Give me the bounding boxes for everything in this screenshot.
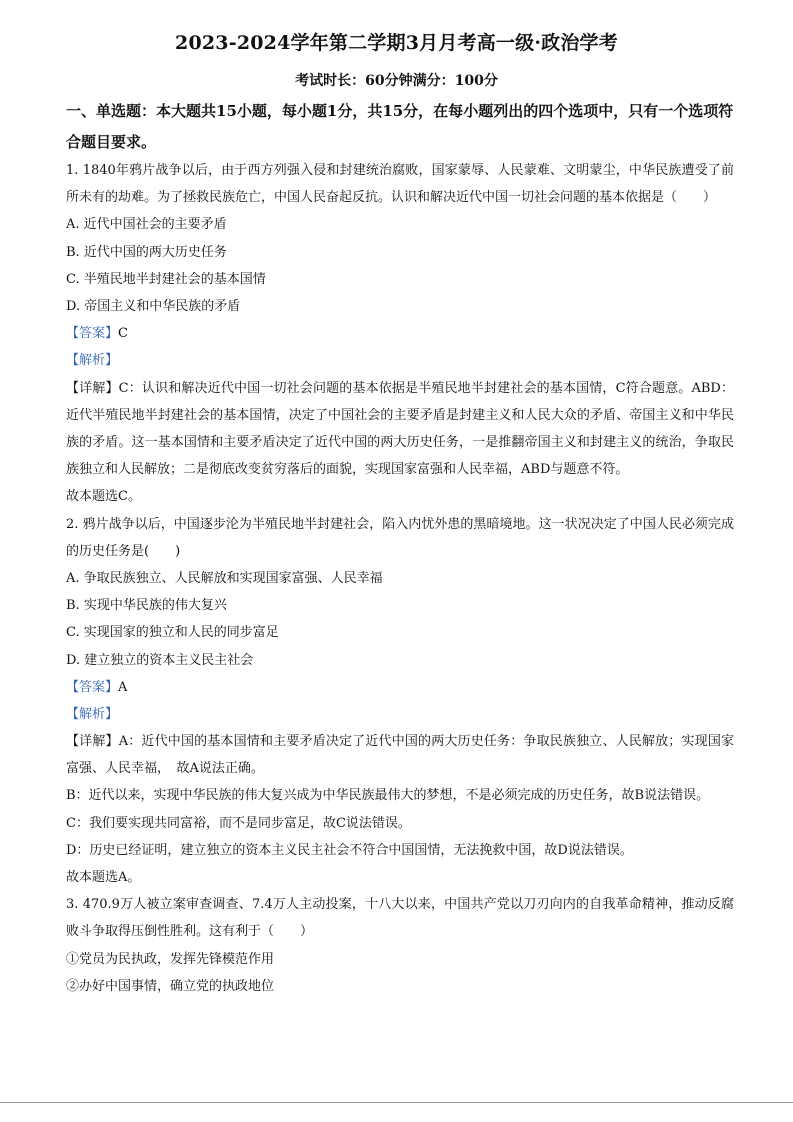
question-2-option-a: A. 争取民族独立、人民解放和实现国家富强、人民幸福: [66, 570, 383, 586]
question-1-option-d: D. 帝国主义和中华民族的矛盾: [66, 298, 241, 314]
question-2-option-c: C. 实现国家的独立和人民的同步富足: [66, 625, 279, 641]
question-2-explanation-b: B：近代以来，实现中华民族的伟大复兴成为中华民族最伟大的梦想，不是必须完成的历史任务，故B说法错误。: [66, 788, 710, 804]
section-heading: 一、单选题：本大题共15小题，每小题1分，共15分，在每小题列出的四个选项中，只有一个选项符合题目要求。: [66, 102, 734, 151]
question-1-option-b: B. 近代中国的两大历史任务: [66, 244, 227, 260]
exam-duration-score: 考试时长：60分钟满分：100分: [295, 73, 498, 89]
question-2-explanation-c: C：我们要实现共同富裕，而不是同步富足，故C说法错误。: [66, 815, 411, 831]
question-1-stem: 1. 1840年鸦片战争以后，由于西方列强入侵和封建统治腐败，国家蒙辱、人民蒙难、文明蒙尘，中华民族遭受了前所未有的劫难。为了拯救民族危亡，中国人民奋起反抗。认识和解决近代中国一切社会问题的基本依据是（ ）: [66, 163, 734, 206]
answer-tag: 【答案】: [66, 326, 119, 342]
detail-text: C：认识和解决近代中国一切社会问题的基本依据是半殖民地半封建社会的基本国情，C符合题意。ABD：近代半殖民地半封建社会的基本国情，决定了中国社会的主要矛盾是封建主义和人民大众的矛盾、帝国主义和中华民族的矛盾。这一基本国情和主要矛盾决定了近代中国的两大历史任务，一是推翻帝国主义和封建主义的统治，争取民族独立和人民解放；二是彻底改变贫穷落后的面貌，实现国家富强和人民幸福，ABD与题意不符。: [66, 380, 734, 478]
question-1-conclusion: 故本题选C。: [66, 489, 141, 505]
analysis-tag: 【解析】: [66, 353, 119, 369]
question-2-detail: [66, 728, 734, 782]
question-2-explanation-d: D：历史已经证明，建立独立的资本主义民主社会不符合中国国情，无法挽救中国，故D说法错误。: [66, 842, 633, 858]
detail-text: A：近代中国的基本国情和主要矛盾决定了近代中国的两大历史任务：争取民族独立、人民解放；实现国家富强、人民幸福， 故A说法正确。: [66, 734, 734, 777]
page-title: 2023-2024学年第二学期3月月考高一级·政治学考: [175, 32, 618, 54]
detail-tag: 【详解】: [66, 734, 119, 750]
question-1-detail: [66, 375, 734, 484]
answer-tag: 【答案】: [66, 679, 119, 695]
question-2-analysis: [66, 701, 734, 728]
page-bottom-divider: [0, 1102, 793, 1103]
question-3-option-1: ①党员为民执政，发挥先锋模范作用: [66, 951, 275, 967]
analysis-tag: 【解析】: [66, 706, 119, 722]
question-1-answer: [66, 320, 734, 347]
question-2-stem: 2. 鸦片战争以后，中国逐步沦为半殖民地半封建社会，陷入内忧外患的黑暗境地。这一状况决定了中国人民必须完成的历史任务是( ): [66, 516, 734, 559]
question-2-option-d: D. 建立独立的资本主义民主社会: [66, 652, 254, 668]
question-3-stem: 3. 470.9万人被立案审查调查、7.4万人主动投案，十八大以来，中国共产党以刀刃向内的自我革命精神，推动反腐败斗争取得压倒性胜利。这有利于（ ）: [66, 897, 734, 940]
answer-value: C: [118, 326, 128, 342]
answer-value: A: [118, 679, 128, 695]
question-1-option-a: A. 近代中国社会的主要矛盾: [66, 217, 227, 233]
question-2-answer: [66, 674, 734, 701]
question-3-option-2: ②办好中国事情，确立党的执政地位: [66, 978, 275, 994]
question-content: [66, 157, 734, 1000]
question-1-analysis: [66, 347, 734, 374]
question-2-conclusion: 故本题选A。: [66, 870, 141, 886]
question-2-option-b: B. 实现中华民族的伟大复兴: [66, 598, 227, 614]
detail-tag: 【详解】: [66, 380, 119, 396]
question-1-option-c: C. 半殖民地半封建社会的基本国情: [66, 271, 266, 287]
